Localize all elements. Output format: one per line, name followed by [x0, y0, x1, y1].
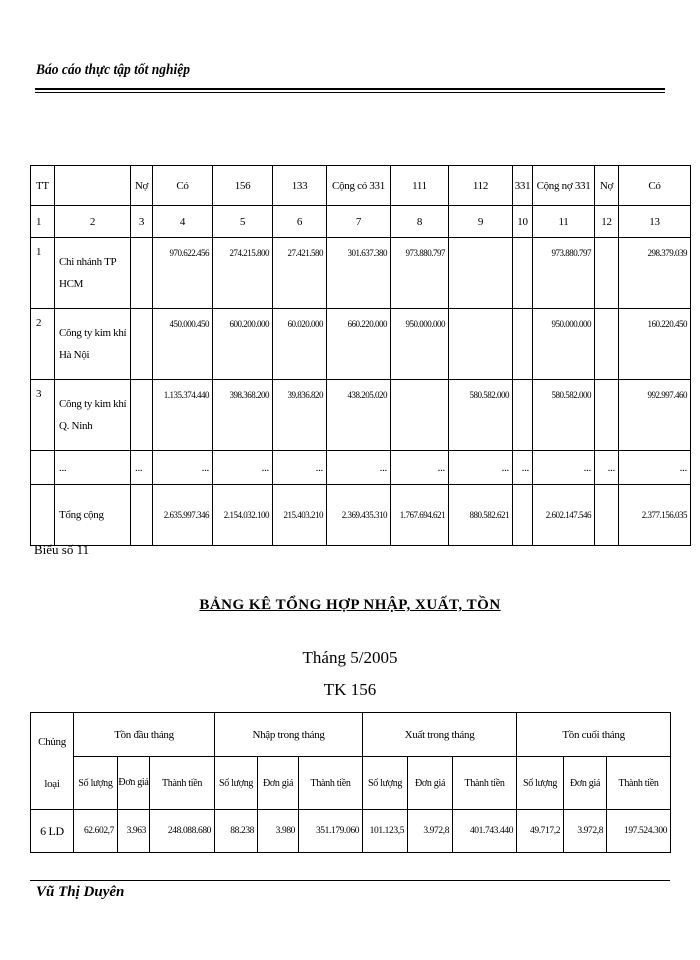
ledger-cell: [131, 485, 153, 546]
inventory-cell: 62.602,7: [74, 810, 118, 853]
ledger-cell: ...: [327, 451, 391, 485]
ledger-cell: [595, 380, 619, 451]
ledger-cell: 970.622.456: [153, 238, 213, 309]
ledger-cell: ...: [449, 451, 513, 485]
ledger-header-cell: 133: [273, 166, 327, 206]
ledger-cell: [449, 238, 513, 309]
inventory-type-header: [31, 713, 74, 810]
ledger-cell: [391, 380, 449, 451]
ledger-index-cell: 10: [513, 206, 533, 238]
inventory-cell: 197.524.300: [607, 810, 671, 853]
ledger-cell: [131, 238, 153, 309]
ledger-cell: [449, 309, 513, 380]
ledger-header-cell: 156: [213, 166, 273, 206]
ledger-header-cell: TT: [31, 166, 55, 206]
inventory-subheader: Thành tiền: [299, 757, 363, 810]
ledger-row: [31, 238, 691, 309]
ledger-cell-name: Chi nhánh TP HCM: [55, 238, 131, 309]
report-title: BẢNG KÊ TỔNG HỢP NHẬP, XUẤT, TỒN: [199, 597, 501, 613]
inventory-subheader: Số lượng: [74, 757, 118, 810]
ledger-cell: 992.997.460: [619, 380, 691, 451]
ledger-cell: ...: [213, 451, 273, 485]
ledger-header-cell: Có: [619, 166, 691, 206]
ledger-cell-tt: 1: [31, 238, 55, 309]
inventory-subheader: Đơn giá: [564, 757, 607, 810]
ledger-cell: ...: [619, 451, 691, 485]
ledger-cell: ...: [533, 451, 595, 485]
footer-divider: [30, 880, 670, 881]
inventory-group-row: [31, 713, 671, 757]
ledger-cell: [31, 451, 55, 485]
ledger-cell: 398.368.200: [213, 380, 273, 451]
header-divider: [35, 88, 665, 90]
ledger-cell-name: Công ty kim khí Q. Ninh: [55, 380, 131, 451]
ledger-cell: [131, 380, 153, 451]
inventory-cell: 88.238: [215, 810, 258, 853]
ledger-table: [30, 165, 691, 546]
ledger-total-cell: 2.602.147.546: [533, 485, 595, 546]
inventory-cell: 3.963: [118, 810, 150, 853]
ledger-header-cell: 111: [391, 166, 449, 206]
inventory-type-label-1: Chủng: [38, 736, 66, 748]
inventory-subheader-row: [31, 757, 671, 810]
ledger-index-row: [31, 206, 691, 238]
report-month: Tháng 5/2005: [302, 648, 398, 667]
inventory-table: [30, 712, 671, 853]
ledger-cell-tt: 2: [31, 309, 55, 380]
figure-caption: Biểu số 11: [34, 542, 90, 557]
inventory-cell: 49.717,2: [517, 810, 564, 853]
inventory-subheader: Số lượng: [363, 757, 408, 810]
ledger-total-cell: 2.369.435.310: [327, 485, 391, 546]
inventory-group-header: Xuất trong tháng: [363, 713, 517, 757]
ledger-header-cell: Nợ: [131, 166, 153, 206]
ledger-total-cell: 215.403.210: [273, 485, 327, 546]
ledger-cell: ...: [391, 451, 449, 485]
ledger-cell: [595, 309, 619, 380]
ledger-cell: [31, 485, 55, 546]
ledger-cell: 580.582.000: [533, 380, 595, 451]
inventory-cell: 351.179.060: [299, 810, 363, 853]
ledger-cell: 274.215.800: [213, 238, 273, 309]
ledger-cell: 438.205.020: [327, 380, 391, 451]
ledger-cell: 580.582.000: [449, 380, 513, 451]
inventory-subheader: Đơn giá: [408, 757, 453, 810]
ledger-total-cell: 880.582.621: [449, 485, 513, 546]
ledger-index-cell: 11: [533, 206, 595, 238]
report-account: TK 156: [323, 680, 377, 699]
ledger-header-row: [31, 166, 691, 206]
ledger-ellipsis-row: [31, 451, 691, 485]
ledger-cell-name: Công ty kim khí Hà Nội: [55, 309, 131, 380]
ledger-cell: [513, 238, 533, 309]
ledger-cell: [513, 485, 533, 546]
document-header-title: Báo cáo thực tập tốt nghiệp: [36, 62, 190, 78]
ledger-cell: [513, 309, 533, 380]
inventory-subheader: Thành tiền: [607, 757, 671, 810]
inventory-subheader: Thành tiền: [453, 757, 517, 810]
ledger-cell: ...: [273, 451, 327, 485]
inventory-cell: 401.743.440: [453, 810, 517, 853]
inventory-type-cell: 6 LD: [31, 810, 74, 853]
ledger-header-cell: Nợ: [595, 166, 619, 206]
footer-author: Vũ Thị Duyên: [36, 884, 125, 900]
ledger-header-cell: 331: [513, 166, 533, 206]
header-divider-thin: [35, 92, 665, 93]
ledger-cell: 950.000.000: [391, 309, 449, 380]
ledger-index-cell: 1: [31, 206, 55, 238]
ledger-cell: 600.200.000: [213, 309, 273, 380]
ledger-index-cell: 8: [391, 206, 449, 238]
inventory-cell: 101.123,5: [363, 810, 408, 853]
ledger-cell: ...: [55, 451, 131, 485]
inventory-group-header: Nhập trong tháng: [215, 713, 363, 757]
ledger-cell: 60.020.000: [273, 309, 327, 380]
ledger-index-cell: 9: [449, 206, 513, 238]
inventory-subheader: Đơn giá: [118, 757, 150, 810]
ledger-index-cell: 7: [327, 206, 391, 238]
ledger-total-cell: 2.377.156.035: [619, 485, 691, 546]
ledger-cell: 450.000.450: [153, 309, 213, 380]
inventory-cell: 3.972,8: [564, 810, 607, 853]
ledger-cell: 973.880.797: [391, 238, 449, 309]
inventory-cell: 248.088.680: [150, 810, 215, 853]
ledger-header-cell: Cộng nợ 331: [533, 166, 595, 206]
ledger-total-cell: 2.635.997.346: [153, 485, 213, 546]
ledger-cell: 39.836.820: [273, 380, 327, 451]
ledger-total-cell: 1.767.694.621: [391, 485, 449, 546]
inventory-group-header: Tồn cuối tháng: [517, 713, 671, 757]
ledger-index-cell: 2: [55, 206, 131, 238]
ledger-index-cell: 3: [131, 206, 153, 238]
inventory-row: [31, 810, 671, 853]
ledger-cell: [595, 238, 619, 309]
ledger-cell: ...: [513, 451, 533, 485]
ledger-cell: 298.379.039: [619, 238, 691, 309]
ledger-index-cell: 5: [213, 206, 273, 238]
ledger-header-cell: Cộng có 331: [327, 166, 391, 206]
inventory-subheader: Số lượng: [215, 757, 258, 810]
ledger-header-cell: [55, 166, 131, 206]
inventory-cell: 3.972,8: [408, 810, 453, 853]
ledger-cell: 973.880.797: [533, 238, 595, 309]
ledger-cell: [513, 380, 533, 451]
ledger-cell: 1.135.374.440: [153, 380, 213, 451]
ledger-total-row: [31, 485, 691, 546]
ledger-cell: 301.637.380: [327, 238, 391, 309]
ledger-index-cell: 4: [153, 206, 213, 238]
ledger-row: [31, 309, 691, 380]
ledger-index-cell: 13: [619, 206, 691, 238]
inventory-subheader: Đơn giá: [258, 757, 299, 810]
ledger-cell: [131, 309, 153, 380]
inventory-group-header: Tồn đầu tháng: [74, 713, 215, 757]
ledger-cell: ...: [131, 451, 153, 485]
ledger-cell-tt: 3: [31, 380, 55, 451]
inventory-subheader: Số lượng: [517, 757, 564, 810]
ledger-cell: ...: [153, 451, 213, 485]
inventory-type-label-2: loại: [44, 778, 60, 790]
ledger-row: [31, 380, 691, 451]
ledger-index-cell: 6: [273, 206, 327, 238]
inventory-cell: 3.980: [258, 810, 299, 853]
ledger-cell: [595, 485, 619, 546]
ledger-total-cell: 2.154.032.100: [213, 485, 273, 546]
inventory-subheader: Thành tiền: [150, 757, 215, 810]
ledger-cell: 160.220.450: [619, 309, 691, 380]
ledger-cell: 27.421.580: [273, 238, 327, 309]
ledger-total-label: Tổng cộng: [55, 485, 131, 546]
ledger-cell: 950.000.000: [533, 309, 595, 380]
ledger-header-cell: Có: [153, 166, 213, 206]
ledger-cell: 660.220.000: [327, 309, 391, 380]
ledger-cell: ...: [595, 451, 619, 485]
ledger-index-cell: 12: [595, 206, 619, 238]
ledger-header-cell: 112: [449, 166, 513, 206]
